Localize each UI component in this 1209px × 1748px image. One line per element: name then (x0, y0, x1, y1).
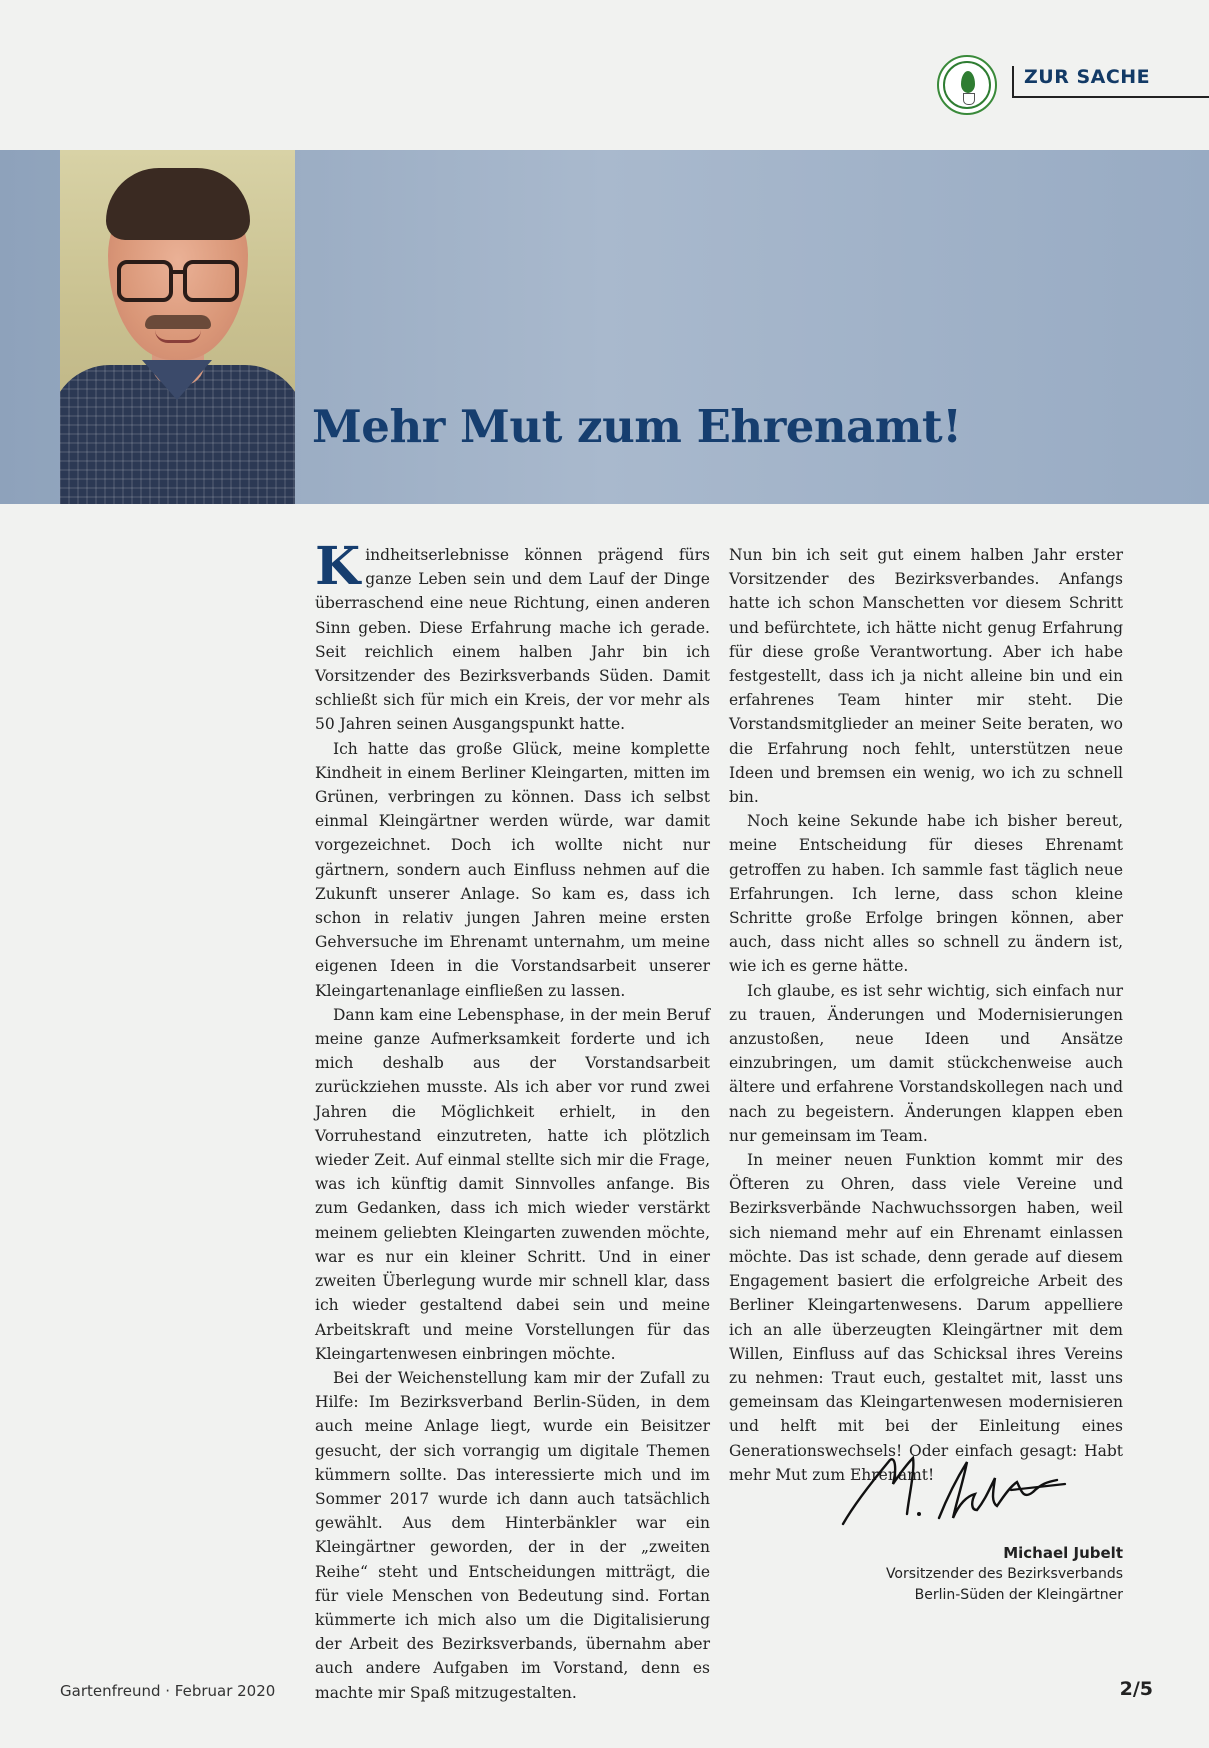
article-paragraph: Dann kam eine Lebensphase, in der mein Beruf meine ganze Aufmerksamkeit forderte und ich mich deshalb aus der Vorstandsarbeit zurückziehen musste. Als ich aber vor rund zwei Jahren die Möglichkeit erhielt, in den Vorruhestand einzutreten, hatte ich plötzlich wieder Zeit. Auf einmal stellte sich mir die Frage, was ich künftig damit Sinnvolles anfange. Bis zum Gedanken, dass ich mich wieder verstärkt meinem geliebten Kleingarten zuwenden möchte, war es nur ein kleiner Schritt. Und in einer zweiten Überlegung wurde mir schnell klar, dass ich wieder gestaltend dabei sein und meine Arbeitskraft und meine Vorstellungen für das Kleingartenwesen einbringen möchte. (315, 1005, 710, 1363)
article-paragraph: In meiner neuen Funktion kommt mir des Öfteren zu Ohren, dass viele Vereine und Bezirksverbände Nachwuchssorgen haben, weil sich niemand mehr auf ein Ehrenamt einlassen möchte. Das ist schade, denn gerade auf diesem Engagement basiert die erfolgreiche Arbeit des Berliner Kleingartenwesens. Darum appelliere ich an alle überzeugten Kleingärtner mit dem Willen, Einfluss auf das Schicksal ihres Vereins zu nehmen: Traut euch, gestaltet mit, lasst uns gemeinsam das Kleingartenwesen modernisieren und helft mit bei der Einleitung eines Generationswechsels! Oder einfach gesagt: Habt mehr Mut zum Ehrenamt! (729, 1151, 1123, 1484)
author-role: Vorsitzender des Bezirksverbands (885, 1566, 1123, 1582)
author-portrait (60, 150, 295, 504)
article-column-left (315, 536, 710, 1705)
paragraph-text: indheitserlebnisse können prägend fürs ganze Leben sein und dem Lauf der Dinge überraschend eine neue Richtung, einen anderen Sinn geben. Diese Erfahrung mache ich gerade. Seit reichlich einem halben Jahr bin ich Vorsitzender des Bezirksverbands Süden. Damit schließt sich für mich ein Kreis, der vor mehr als 50 Jahren seinen Ausgangspunkt hatte. (315, 546, 710, 734)
article-paragraph: Bei der Weichenstellung kam mir der Zufall zu Hilfe: Im Bezirksverband Berlin-Süden, in dem auch meine Anlage liegt, wurde ein Beisitzer gesucht, der sich vorrangig um digitale Themen kümmern sollte. Das interessierte mich und im Sommer 2017 wurde ich dann auch tatsächlich gewählt. Aus dem Hinterbänkler war ein Kleingärtner geworden, der in der „zweiten Reihe“ steht und Entscheidungen mitträgt, die für viele Menschen von Bedeutung sind. Fortan kümmerte ich mich also um die Digitalisierung der Arbeit des Bezirksverbands, übernahm aber auch andere Aufgaben im Vorstand, denn es machte mir Spaß mitzugestalten. (315, 1368, 710, 1702)
page-number: 2/5 (1119, 1678, 1153, 1700)
drop-cap: K (315, 536, 361, 597)
handwritten-signature (835, 1448, 1105, 1530)
article-paragraph (315, 536, 710, 737)
author-name: Michael Jubelt (1003, 1544, 1123, 1562)
page-title: Mehr Mut zum Ehrenamt! (312, 400, 962, 453)
article-paragraph: Noch keine Sekunde habe ich bisher bereut, meine Entscheidung für dieses Ehrenamt getroffen zu haben. Ich sammle fast täglich neue Erfahrungen. Ich lerne, dass schon kleine Schritte große Erfolge bringen können, aber auch, dass nicht alles so schnell zu ändern ist, wie ich es gerne hätte. (729, 812, 1123, 976)
section-underline (1012, 96, 1209, 98)
article-paragraph: Nun bin ich seit gut einem halben Jahr erster Vorsitzender des Bezirksverbandes. Anfangs hatte ich schon Manschetten vor diesem Schritt und befürchtete, ich hätte nicht genug Erfahrung für diese große Verantwortung. Aber ich habe festgestellt, dass ich ja nicht alleine bin und ein erfahrenes Team hinter mir steht. Die Vorstandsmitglieder an meiner Seite beraten, wo die Erfahrung noch fehlt, unterstützen neue Ideen und bremsen ein wenig, wo ich zu schnell bin. (729, 546, 1123, 807)
section-label: ZUR SACHE (1024, 66, 1151, 88)
publication-info: Gartenfreund · Februar 2020 (60, 1682, 276, 1700)
article-paragraph: Ich hatte das große Glück, meine komplette Kindheit in einem Berliner Kleingarten, mitten im Grünen, verbringen zu können. Dass ich selbst einmal Kleingärtner werden würde, war damit vorgezeichnet. Doch ich wollte nicht nur gärtnern, sondern auch Einfluss nehmen auf die Zukunft unserer Anlage. So kam es, dass ich schon in relativ jungen Jahren meine ersten Gehversuche im Ehrenamt unternahm, um meine eigenen Ideen in die Vorstandsarbeit unserer Kleingartenanlage einfließen zu lassen. (315, 739, 710, 1000)
author-role-organization: Berlin-Süden der Kleingärtner (914, 1587, 1123, 1603)
article-column-right (729, 543, 1123, 1487)
article-paragraph: Ich glaube, es ist sehr wichtig, sich einfach nur zu trauen, Änderungen und Modernisierungen anzustoßen, neue Ideen und Ansätze einzubringen, um damit stückchenweise auch ältere und erfahrene Vorstandskollegen nach und nach zu begeistern. Änderungen klappen eben nur gemeinsam im Team. (729, 981, 1123, 1145)
association-emblem-icon (937, 55, 997, 115)
section-divider (1012, 66, 1014, 96)
